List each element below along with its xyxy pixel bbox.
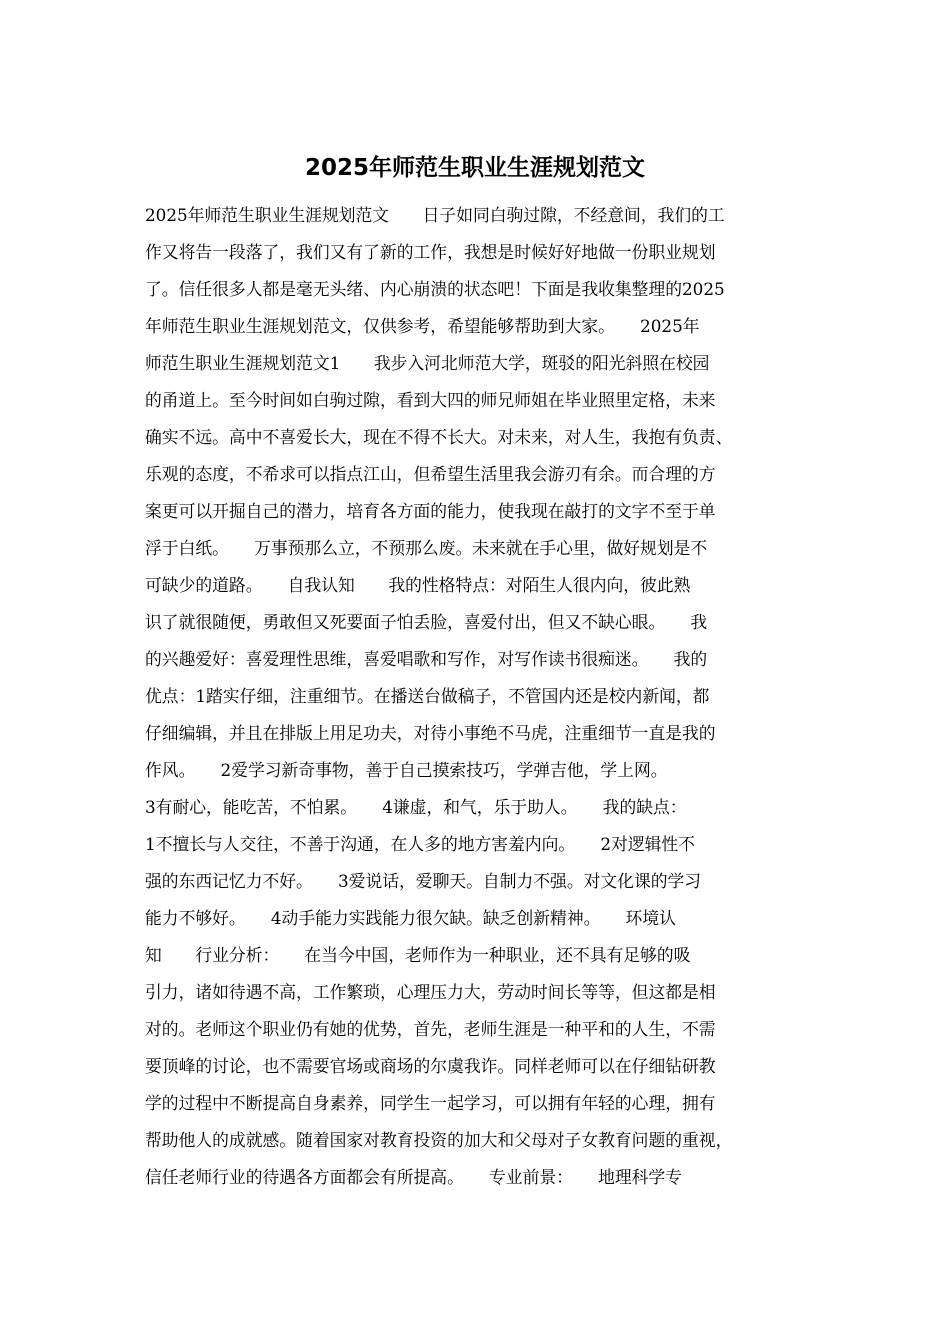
body-text-line: 作又将告一段落了，我们又有了新的工作，我想是时候好好地做一份职业规划 (145, 242, 716, 262)
body-text-line: 强的东西记忆力不好。 3爱说话，爱聊天。自制力不强。对文化课的学习 (145, 871, 702, 891)
body-text-line: 案更可以开掘自己的潜力，培育各方面的能力，使我现在敲打的文字不至于单 (145, 501, 716, 521)
body-text-line: 帮助他人的成就感。随着国家对教育投资的加大和父母对子女教育问题的重视， (145, 1130, 733, 1150)
body-text-line: 学的过程中不断提高自身素养，同学生一起学习，可以拥有年轻的心理，拥有 (145, 1093, 716, 1113)
body-text-line: 识了就很随便，勇敢但又死要面子怕丢脸，喜爱付出，但又不缺心眼。 我 (145, 612, 708, 632)
document-body (145, 197, 805, 1196)
body-text-line: 2025年师范生职业生涯规划范文 日子如同白驹过隙，不经意间，我们的工 (145, 205, 725, 225)
body-text-line: 浮于白纸。 万事预那么立，不预那么废。未来就在手心里，做好规划是不 (145, 538, 708, 558)
body-text-line: 对的。老师这个职业仍有她的优势，首先，老师生涯是一种平和的人生，不需 (145, 1019, 716, 1039)
body-text-line: 的兴趣爱好：喜爱理性思维，喜爱唱歌和写作，对写作读书很痴迷。 我的 (145, 649, 708, 669)
body-text-line: 乐观的态度，不希求可以指点江山，但希望生活里我会游刃有余。而合理的方 (145, 464, 716, 484)
body-text-line: 信任老师行业的待遇各方面都会有所提高。 专业前景： 地理科学专 (145, 1167, 682, 1187)
body-text-line: 年师范生职业生涯规划范文，仅供参考，希望能够帮助到大家。 2025年 (145, 316, 700, 336)
body-text-line: 了。信任很多人都是毫无头绪、内心崩溃的状态吧！下面是我收集整理的2025 (145, 279, 725, 299)
body-text-line: 的甬道上。至今时间如白驹过隙，看到大四的师兄师姐在毕业照里定格，未来 (145, 390, 716, 410)
body-text-line: 1不擅长与人交往，不善于沟通，在人多的地方害羞内向。 2对逻辑性不 (145, 834, 695, 854)
body-text-line: 知 行业分析： 在当今中国，老师作为一种职业，还不具有足够的吸 (145, 945, 691, 965)
body-text-line: 作风。 2爱学习新奇事物，善于自己摸索技巧，学弹吉他，学上网。 (145, 760, 676, 780)
body-text-line: 能力不够好。 4动手能力实践能力很欠缺。缺乏创新精神。 环境认 (145, 908, 676, 928)
document-title: 2025年师范生职业生涯规划范文 (304, 155, 645, 181)
body-text-line: 确实不远。高中不喜爱长大，现在不得不长大。对未来，对人生，我抱有负责、 (145, 427, 733, 447)
body-text-line: 要顶峰的讨论，也不需要官场或商场的尔虞我诈。同样老师可以在仔细钻研教 (145, 1056, 716, 1076)
body-text-line: 3有耐心，能吃苦，不怕累。 4谦虚，和气，乐于助人。 我的缺点： (145, 797, 687, 817)
body-text-line: 可缺少的道路。 自我认知 我的性格特点：对陌生人很内向，彼此熟 (145, 575, 691, 595)
body-text-line: 仔细编辑，并且在排版上用足功夫，对待小事绝不马虎，注重细节一直是我的 (145, 723, 716, 743)
body-text-line: 师范生职业生涯规划范文1 我步入河北师范大学，斑驳的阳光斜照在校园 (145, 353, 710, 373)
body-text-line: 优点：1踏实仔细，注重细节。在播送台做稿子，不管国内还是校内新闻，都 (145, 686, 710, 706)
body-text-line: 引力，诸如待遇不高，工作繁琐，心理压力大，劳动时间长等等，但这都是相 (145, 982, 716, 1002)
